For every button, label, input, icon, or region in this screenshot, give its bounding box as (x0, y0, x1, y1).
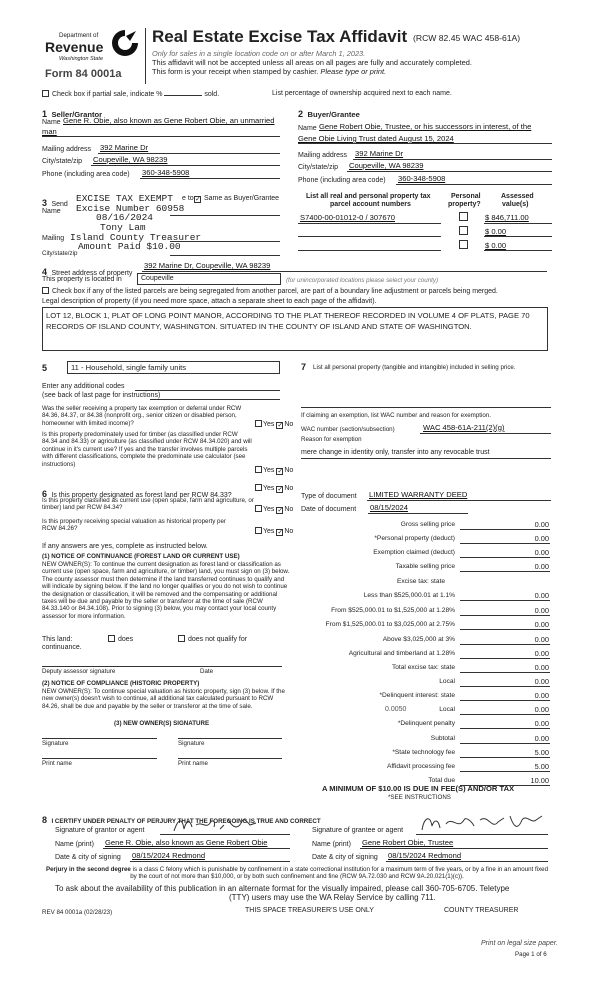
seller-name-rule (42, 136, 280, 137)
assessed-rule-3 (484, 250, 552, 251)
buyer-heading-label: Buyer/Grantee (307, 110, 360, 119)
s7-divider (301, 407, 551, 408)
form-rcw: (RCW 82.45 WAC 458-61A) (413, 33, 521, 43)
dept-line2: Revenue (45, 39, 104, 55)
s6-q2-yes-checkbox[interactable] (255, 505, 262, 512)
s6-q3-no-label: No (284, 528, 294, 535)
owner-sig-label-b: Signature (178, 740, 205, 747)
grantee-name-rule (360, 848, 548, 849)
tax-row-label: *Delinquent penalty (397, 720, 455, 727)
tax-row-amount[interactable]: 0.00 (534, 719, 549, 728)
tax-row-amount[interactable]: 0.00 (534, 663, 549, 672)
personal-property-label: List all personal property (tangible and intangible) included in selling price. (313, 364, 516, 371)
s6-question2: Is this property classified as current use (open space, farm and agriculture, or timber) land per RCW 84.34? (42, 497, 254, 512)
same-as-buyer-label: Same as Buyer/Grantee (203, 195, 280, 202)
tax-row-amount[interactable]: 0.00 (534, 548, 549, 557)
tax-row-label: From $1,525,000.01 to $3,025,000 at 2.75% (325, 621, 455, 628)
tax-row-label: Local (439, 678, 455, 685)
stamp-line6: Amount Paid $10.00 (78, 241, 181, 252)
s6-question1: Is this property designated as forest land per RCW 84.33? (51, 492, 232, 499)
partial-sale-checkbox[interactable] (42, 90, 49, 97)
tax-row-label: Total due (428, 777, 455, 784)
s6-q1-no-label: No (284, 485, 294, 492)
owner-sig-label-a: Signature (42, 740, 69, 747)
tax-row-amount[interactable]: 0.00 (534, 620, 549, 629)
s6-q2-yesno (255, 505, 293, 514)
owner-print-rule-a (42, 758, 157, 759)
located-label: This property is located in (42, 276, 122, 283)
tax-row-amount[interactable]: 0.00 (534, 705, 549, 714)
local-rate: 0.0050 (385, 706, 407, 713)
buyer-mailing[interactable]: 392 Marine Dr (355, 149, 404, 158)
owner-print-label-b: Print name (178, 760, 208, 767)
send-mailing-label: Mailing (42, 235, 65, 242)
dept-line3: Washington State (59, 56, 104, 62)
notice3-title: (3) NEW OWNER(S) SIGNATURE (114, 720, 210, 727)
tax-row-rule (460, 600, 550, 601)
tax-row-rule (460, 629, 550, 630)
tax-row-label: Excise tax: state (396, 578, 445, 585)
use-code-select[interactable] (67, 361, 280, 374)
s6-q3-no-checkbox[interactable]: ✓ (277, 529, 284, 536)
s6-q3-yes-checkbox[interactable] (255, 527, 262, 534)
send-city-label: City/state/zip (42, 250, 78, 257)
buyer-name-rule (298, 143, 552, 144)
partial-sale-sold: sold. (204, 91, 220, 98)
s5-q2-yesno (255, 466, 293, 475)
tax-row-label: Subtotal (430, 735, 455, 742)
tax-row-label: Taxable selling price (395, 563, 455, 570)
tax-row-amount[interactable]: 0.00 (534, 562, 549, 571)
exemption-reason[interactable]: mere change in identity only, transfer into any revocable trust (301, 449, 490, 456)
send-city-rule (170, 255, 280, 256)
seller-num: 1 (42, 109, 48, 119)
grantor-date-rule (130, 861, 290, 862)
s6-question3: Is this property receiving special valuation as historical property per RCW 84.26? (42, 518, 226, 533)
s5-q2-yes-label: Yes (263, 467, 275, 474)
tax-row-label: *Delinquent interest: state (379, 692, 455, 699)
deputy-date-label: Date (200, 668, 214, 675)
street-num: 4 (42, 267, 48, 277)
grantee-sig-label: Signature of grantee or agent (312, 827, 404, 834)
tax-row-label: Local (439, 706, 455, 713)
tax-row-amount[interactable]: 0.00 (534, 534, 549, 543)
s6-q3-yesno (255, 527, 293, 536)
send-num: 3 (42, 198, 48, 208)
tax-row-amount[interactable]: 0.00 (534, 635, 549, 644)
dor-emblem-icon (110, 28, 140, 58)
tax-row-label: *Personal property (deduct) (374, 535, 455, 542)
s6-q3-yes-label: Yes (263, 528, 275, 535)
doc-date-rule (368, 513, 468, 514)
personal-checkbox-3[interactable] (459, 240, 468, 249)
stamp-line3: 08/16/2024 (96, 212, 154, 223)
buyer-phone-rule (396, 184, 552, 185)
grantor-date-city[interactable]: 08/15/2024 Redmond (132, 851, 206, 860)
seller-mailing-rule (98, 153, 280, 154)
personal-checkbox-2[interactable] (459, 226, 468, 235)
perjury-text: is a class C felony which is punishable by confinement in a state correctional institution for a maximum term of five years, or by a fine in an amount fixed by the court of not more than $10,000, or by both such confinement and fine (RCW 9A.72.030 and RCW 9A.20.021(1)(c)). (130, 866, 549, 881)
tax-row-amount[interactable]: 0.00 (534, 691, 549, 700)
additional-codes-label: Enter any additional codes (42, 383, 125, 390)
parcel-rule-3 (298, 250, 441, 251)
seller-name[interactable]: Gene R. Obie, also known as Gene Robert Obie, an unmarried (63, 116, 275, 125)
tax-row-label: Agricultural and timberland at 1.28% (348, 650, 455, 657)
buyer-phone-label: Phone (including area code) (298, 177, 386, 184)
buyer-phone[interactable]: 360-348-5908 (398, 174, 446, 183)
segregated-row (42, 287, 498, 296)
tax-row-rule (460, 700, 550, 701)
assessed-header2: value(s) (502, 201, 529, 208)
buyer-num: 2 (298, 109, 304, 119)
section8-num: 8 (42, 815, 48, 825)
tax-row-rule (460, 757, 550, 758)
tax-row-rule (460, 728, 550, 729)
grantee-date-rule (386, 861, 548, 862)
grantee-sig-rule (416, 834, 548, 835)
grantee-name-label: Name (print) (312, 841, 351, 848)
this-land-label: This land: (42, 636, 73, 643)
print-legal-note: Print on legal size paper. (481, 940, 558, 947)
tax-row-rule (460, 743, 550, 744)
continuance-label: continuance. (42, 644, 82, 651)
subtitle-line2: This affidavit will not be accepted unless all areas on all pages are fully and accurately completed. (152, 58, 472, 67)
tax-row-amount[interactable]: 0.00 (534, 649, 549, 658)
owner-print-rule-b (178, 758, 282, 759)
alt-format-line2: (TTY) users may use the WA Relay Service by calling 711. (229, 893, 436, 902)
alt-format-line1: To ask about the availability of this publication in an alternate format for the visually impaired, please call 360-705-6705. Teletype (55, 884, 510, 893)
tax-row-amount[interactable]: 0.00 (534, 591, 549, 600)
assessed-rule-2 (484, 236, 552, 237)
legal-description-box[interactable] (42, 307, 548, 351)
grantee-signature[interactable] (418, 812, 546, 834)
parcel-rule-1 (298, 223, 441, 224)
tax-row-rule (460, 615, 550, 616)
doc-type[interactable]: LIMITED WARRANTY DEED (369, 490, 468, 499)
tax-row-label: Above $3,025,000 at 3% (382, 636, 455, 643)
located-select[interactable] (137, 273, 281, 285)
doc-date[interactable]: 08/15/2024 (370, 503, 409, 512)
parcel-header2: parcel account numbers (330, 201, 411, 208)
section7-num: 7 (301, 362, 307, 372)
send-name-label: Name (42, 208, 61, 215)
tax-row-amount[interactable]: 5.00 (534, 762, 549, 771)
s5-question1: Was the seller receiving a property tax exemption or deferral under RCW 84.36, 84.37, or 84.38 (nonprofit org., senior citizen or disabled person, homeowner with limited income)? (42, 405, 242, 427)
notice2-body: NEW OWNER(S): To continue special valuation as historic property, sign (3) below. If the new owner(s) doesn't wish to continue, all additional tax calculated pursuant to RCW 84.26, shall be due and payable by the seller or transferor at the time of sale. (42, 688, 285, 710)
additional-codes-rule (135, 390, 280, 391)
seller-name-label: Name (42, 119, 61, 126)
partial-sale-row (42, 90, 219, 99)
tax-row-label: Exemption claimed (deduct) (373, 549, 455, 556)
s6-q1-yes-checkbox[interactable] (255, 484, 262, 491)
assessed-value-3[interactable]: $ 0.00 (485, 241, 507, 250)
buyer-city[interactable]: Coupeville, WA 98239 (349, 161, 424, 170)
seller-city[interactable]: Coupeville, WA 98239 (93, 155, 168, 164)
parcel-rule-2 (298, 236, 441, 237)
additional-codes-rule2 (150, 399, 280, 400)
s6-q2-no-label: No (284, 506, 294, 513)
grantor-name-label: Name (print) (55, 841, 94, 848)
doc-type-label: Type of document (301, 493, 357, 500)
grantor-sig-rule (160, 834, 290, 835)
does-not-option (178, 635, 247, 644)
parcel-header1: List all real and personal property tax (306, 193, 431, 200)
tax-row-amount[interactable]: 5.00 (534, 748, 549, 757)
grantor-sig-label: Signature of grantor or agent (55, 827, 145, 834)
s5-question2: Is this property predominately used for timber (as classified under RCW 84.34 and 84.33) or agriculture (as classified under RCW 84.34.020) and will continue in it's current use? If yes and the transfer involves multiple parcels with different classifications, complete the predominate use calculator (see instructions) (42, 431, 252, 468)
seller-city-label: City/state/zip (42, 158, 83, 165)
buyer-name[interactable]: Gene Robert Obie, Trustee, or his successors in interest, of the (319, 122, 532, 131)
section5-num: 5 (42, 363, 48, 373)
tax-row-label: Gross selling price (400, 521, 455, 528)
s6-q1-yesno (255, 484, 293, 493)
subtitle-line1: Only for sales in a single location code on or after March 1, 2023. (152, 49, 366, 58)
subtitle-line3 (152, 67, 386, 76)
wac-rule (420, 433, 551, 434)
dor-logo (42, 26, 142, 84)
located-note: (for unincorporated locations please select your county) (286, 277, 439, 284)
grantor-date-label: Date & city of signing (55, 854, 121, 861)
personal-checkbox-1[interactable] (459, 212, 468, 221)
s5-q1-no-label: No (284, 421, 294, 428)
tax-row-label: From $525,000.01 to $1,525,000 at 1.28% (331, 607, 455, 614)
tax-row-amount[interactable]: 10.00 (530, 776, 549, 785)
legal-description: LOT 12, BLOCK 1, PLAT OF LONG POINT MANOR, ACCORDING TO THE PLAT THEREOF RECORDED IN VOLUME 4 OF PLATS, PAGE 70 RECORDS OF ISLAND COUNTY, WASHINGTON. SITUATED IN THE COUNTY OF ISLAND AND STATE OF WASHINGTON. (46, 311, 530, 331)
legal-label: Legal description of property (if you need more space, attach a separate sheet to each page of the affidavit). (42, 298, 377, 305)
s5-q1-yesno (255, 420, 293, 429)
personal-header2: property? (448, 201, 481, 208)
s5-q2-no-label: No (284, 467, 294, 474)
grantee-print-name[interactable]: Gene Robert Obie, Trustee (362, 838, 454, 847)
street-label: Street address of property (51, 270, 133, 277)
seller-mailing[interactable]: 392 Marine Dr (100, 143, 149, 152)
does-not-checkbox[interactable] (178, 635, 185, 642)
stamp-line4: Tony Lam (100, 222, 146, 233)
does-option (108, 635, 133, 644)
seller-phone[interactable]: 360-348-5908 (142, 168, 190, 177)
doc-date-label: Date of document (301, 506, 357, 513)
send-name-rule (170, 215, 280, 216)
form-title: Real Estate Excise Tax Affidavit (152, 27, 408, 46)
does-label: does (117, 636, 134, 643)
seller-mailing-label: Mailing address (42, 146, 92, 153)
tax-row-amount[interactable]: 0.00 (534, 520, 549, 529)
grantor-signature[interactable] (170, 815, 260, 835)
wac-number[interactable]: WAC 458-61A-211(2)(g) (423, 423, 505, 432)
grantee-date-city[interactable]: 08/15/2024 Redmond (388, 851, 462, 860)
s5-q1-yes-label: Yes (263, 421, 275, 428)
perjury-note (42, 866, 552, 881)
stamp-line2: Excise Number 60958 (76, 203, 185, 214)
assessed-header1: Assessed (501, 193, 534, 200)
send-mail-rule (170, 241, 280, 242)
tax-row-amount[interactable]: 0.00 (534, 606, 549, 615)
type-or-print-note: Please type or print. (320, 67, 387, 76)
personal-header1: Personal (451, 193, 481, 200)
treasurer-use-label: THIS SPACE TREASURER'S USE ONLY (245, 907, 374, 914)
partial-percent-input[interactable] (164, 95, 202, 96)
tax-row-label: Total excise tax: state (391, 664, 455, 671)
tax-row-amount[interactable]: 0.00 (534, 677, 549, 686)
wac-label: WAC number (section/subsection) (301, 426, 395, 433)
owner-sig-rule-a (42, 738, 157, 739)
s6-q1-yes-label: Yes (263, 485, 275, 492)
county-treasurer-label: COUNTY TREASURER (444, 907, 519, 914)
exemption-claim-label: If claiming an exemption, list WAC number and reason for exemption. (301, 412, 491, 419)
s5-q1-yes-checkbox[interactable] (255, 420, 262, 427)
stamp-line5: Island County Treasurer (70, 232, 202, 243)
notice1-body: NEW OWNER(S): To continue the current designation as forest land or classification as current use (open space, farm and agriculture, or timber) land, you must sign on (3) below. The county assessor must then determine if the land transferred continues to qualify and will indicate by signing below. If the land no longer qualifies or you do not wish to continue the designation or classification, it will be removed and the compensating or additional taxes will be due and payable by the seller or transferor at the time of sale (RCW 84.33.140 or 84.34.108). Prior to signing (3) below, you may contact your local county assessor for more information. (42, 561, 290, 620)
segregated-checkbox[interactable] (42, 287, 49, 294)
buyer-mailing-label: Mailing address (298, 152, 348, 159)
tax-row-rule (460, 557, 550, 558)
street-rule (142, 271, 547, 272)
buyer-name-line2[interactable]: Gene Obie Living Trust dated August 15, 2024 (298, 134, 454, 143)
s6-q2-no-checkbox[interactable]: ✓ (277, 507, 284, 514)
see-back-label: (see back of last page for instructions) (42, 392, 161, 399)
tax-row-rule (460, 543, 550, 544)
use-code-value: 11 - Household, single family units (71, 363, 187, 372)
form-number: Form 84 0001a (45, 68, 122, 80)
does-checkbox[interactable] (108, 635, 115, 642)
located-value: Coupeville (141, 275, 174, 282)
s5-q2-yes-checkbox[interactable] (255, 466, 262, 473)
tax-row-rule (460, 714, 550, 715)
see-instructions: *SEE INSTRUCTIONS (388, 794, 451, 801)
tax-row-amount[interactable]: 0.00 (534, 734, 549, 743)
s5-q2-no-checkbox[interactable]: ✓ (277, 468, 284, 475)
dept-line1: Department of (59, 32, 99, 39)
buyer-mailing-rule (353, 159, 552, 160)
send-to-label: e to: (182, 195, 196, 202)
tax-row-rule (460, 529, 550, 530)
parcel-row-1[interactable]: S7400-00-01012-0 / 307670 (300, 213, 395, 222)
stamp-line1: EXCISE TAX EXEMPT (76, 193, 173, 204)
tax-row-rule (460, 644, 550, 645)
s5-q1-no-checkbox[interactable]: ✓ (277, 422, 284, 429)
seller-phone-rule (140, 178, 280, 179)
receipt-note: This form is your receipt when stamped by cashier. (152, 67, 319, 76)
ownership-note: List percentage of ownership acquired next to each name. (272, 90, 452, 97)
assessed-value-2[interactable]: $ 0.00 (485, 227, 507, 236)
deputy-sig-label: Deputy assessor signature (42, 668, 116, 675)
owner-print-label-a: Print name (42, 760, 72, 767)
s6-q2-yes-label: Yes (263, 506, 275, 513)
reason-label: Reason for exemption (301, 436, 362, 443)
assessed-value-1[interactable]: $ 846,711.00 (485, 213, 529, 222)
assessed-rule-1 (484, 223, 552, 224)
owner-sig-rule-b (178, 738, 282, 739)
tax-row-rule (460, 658, 550, 659)
tax-row-label: Less than $525,000.01 at 1.1% (363, 592, 455, 599)
reason-rule (301, 458, 551, 459)
tax-row-rule (460, 672, 550, 673)
does-not-label: does not qualify for (187, 636, 248, 643)
certify-text: I CERTIFY UNDER PENALTY OF PERJURY THAT THE FOREGOING IS TRUE AND CORRECT (51, 818, 321, 825)
seller-name-line2[interactable]: man (42, 127, 57, 136)
page-number: Page 1 of 6 (515, 951, 547, 958)
deputy-rule (42, 666, 282, 667)
same-as-buyer-checkbox[interactable]: ✓ (195, 196, 201, 203)
perjury-bold: Perjury in the second degree (45, 866, 131, 873)
same-as-buyer (194, 195, 279, 203)
street-address[interactable]: 392 Marine Dr, Coupeville, WA 98239 (144, 261, 271, 270)
send-label: Send (51, 201, 68, 208)
buyer-city-rule (347, 171, 552, 172)
grantor-name-rule (103, 848, 290, 849)
tax-row-rule (460, 571, 550, 572)
seller-phone-label: Phone (including area code) (42, 171, 130, 178)
tax-row-label: *State technology fee (392, 749, 455, 756)
minimum-due-note: A MINIMUM OF $10.00 IS DUE IN FEE(S) AND/OR TAX (322, 784, 515, 793)
notice2-title: (2) NOTICE OF COMPLIANCE (HISTORIC PROPERTY) (42, 680, 200, 687)
notice1-title: (1) NOTICE OF CONTINUANCE (FOREST LAND OR CURRENT USE) (42, 553, 240, 560)
header-divider (145, 28, 146, 84)
seller-city-rule (91, 165, 280, 166)
if-yes-note: If any answers are yes, complete as instructed below. (42, 543, 208, 550)
section6-num: 6 (42, 489, 48, 499)
buyer-heading (298, 104, 360, 122)
tax-row-label: Affidavit processing fee (386, 763, 455, 770)
buyer-name-label: Name (298, 125, 317, 132)
s6-q1-no-checkbox[interactable]: ✓ (277, 486, 284, 493)
tax-row-rule (460, 686, 550, 687)
rev-number: REV 84 0001a (02/28/23) (42, 909, 113, 916)
partial-sale-label: Check box if partial sale, indicate % (51, 91, 163, 98)
segregated-label: Check box if any of the listed parcels are being segregated from another parcel, are part of a boundary line adjustment or parcels being merged. (51, 288, 498, 295)
seller-heading-label: Seller/Grantor (51, 110, 103, 119)
grantee-date-label: Date & city of signing (312, 854, 378, 861)
grantor-print-name[interactable]: Gene R. Obie, also known as Gene Robert Obie (105, 838, 268, 847)
doc-type-rule (367, 500, 551, 501)
buyer-city-label: City/state/zip (298, 164, 339, 171)
tax-row-rule (460, 771, 550, 772)
